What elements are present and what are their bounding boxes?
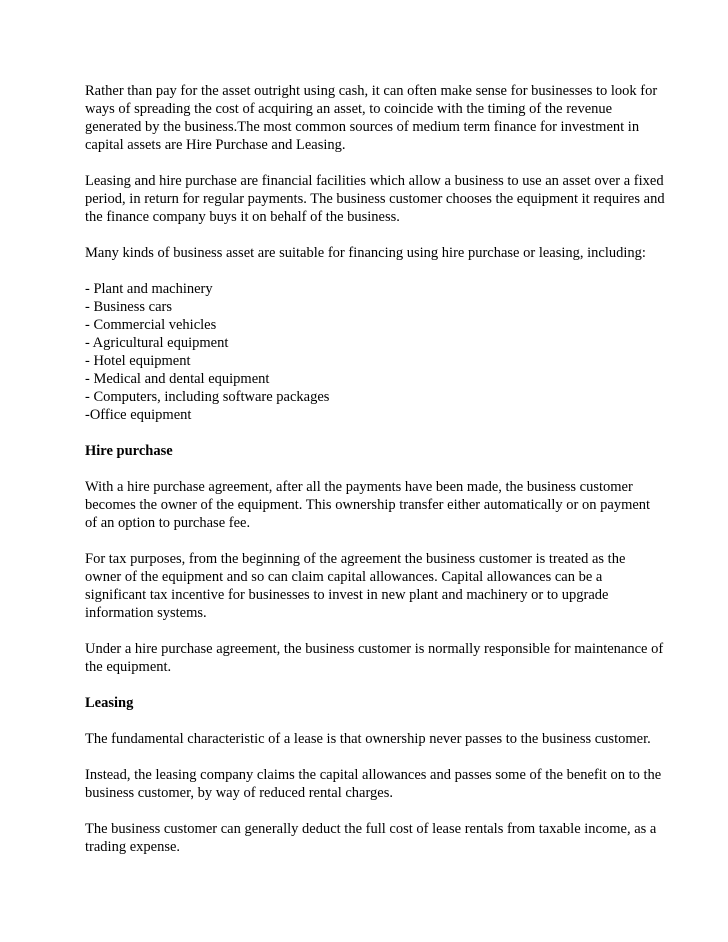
document-body xyxy=(85,82,665,874)
list-item: -Office equipment xyxy=(85,407,192,423)
list-item: - Business cars xyxy=(85,299,172,315)
list-item: - Plant and machinery xyxy=(85,281,213,297)
list-item: - Computers, including software packages xyxy=(85,389,330,405)
hire-purchase-paragraph-3: Under a hire purchase agreement, the business customer is normally responsible for maintenance of the equipment. xyxy=(85,641,664,675)
hire-purchase-paragraph-2: For tax purposes, from the beginning of the agreement the business customer is treated as the owner of the equipment and so can claim capital allowances. Capital allowances can be a significant tax incentive for businesses to invest in new plant and machinery or to upgrade information systems. xyxy=(85,551,626,621)
list-item: - Commercial vehicles xyxy=(85,317,217,333)
list-item: - Medical and dental equipment xyxy=(85,371,270,387)
leasing-paragraph-2: Instead, the leasing company claims the capital allowances and passes some of the benefit on to the business customer, by way of reduced rental charges. xyxy=(85,767,662,801)
leasing-heading: Leasing xyxy=(85,695,134,711)
list-item: - Agricultural equipment xyxy=(85,335,229,351)
hire-purchase-paragraph-1: With a hire purchase agreement, after all the payments have been made, the business customer becomes the owner of the equipment. This ownership transfer either automatically or on payment of an option to purchase fee. xyxy=(85,479,651,531)
leasing-hp-definition-paragraph: Leasing and hire purchase are financial facilities which allow a business to use an asset over a fixed period, in return for regular payments. The business customer chooses the equipment it requires and the finance company buys it on behalf of the business. xyxy=(85,173,665,225)
intro-paragraph: Rather than pay for the asset outright using cash, it can often make sense for businesses to look for ways of spreading the cost of acquiring an asset, to coincide with the timing of the revenue generated by the business.The most common sources of medium term finance for investment in capital assets are Hire Purchase and Leasing. xyxy=(85,83,658,153)
list-item: - Hotel equipment xyxy=(85,353,191,369)
asset-list-intro-paragraph: Many kinds of business asset are suitable for financing using hire purchase or leasing, including: xyxy=(85,245,646,261)
leasing-paragraph-1: The fundamental characteristic of a lease is that ownership never passes to the business customer. xyxy=(85,731,651,747)
leasing-paragraph-3: The business customer can generally deduct the full cost of lease rentals from taxable income, as a trading expense. xyxy=(85,821,657,855)
hire-purchase-heading: Hire purchase xyxy=(85,443,173,459)
asset-list xyxy=(85,280,665,424)
